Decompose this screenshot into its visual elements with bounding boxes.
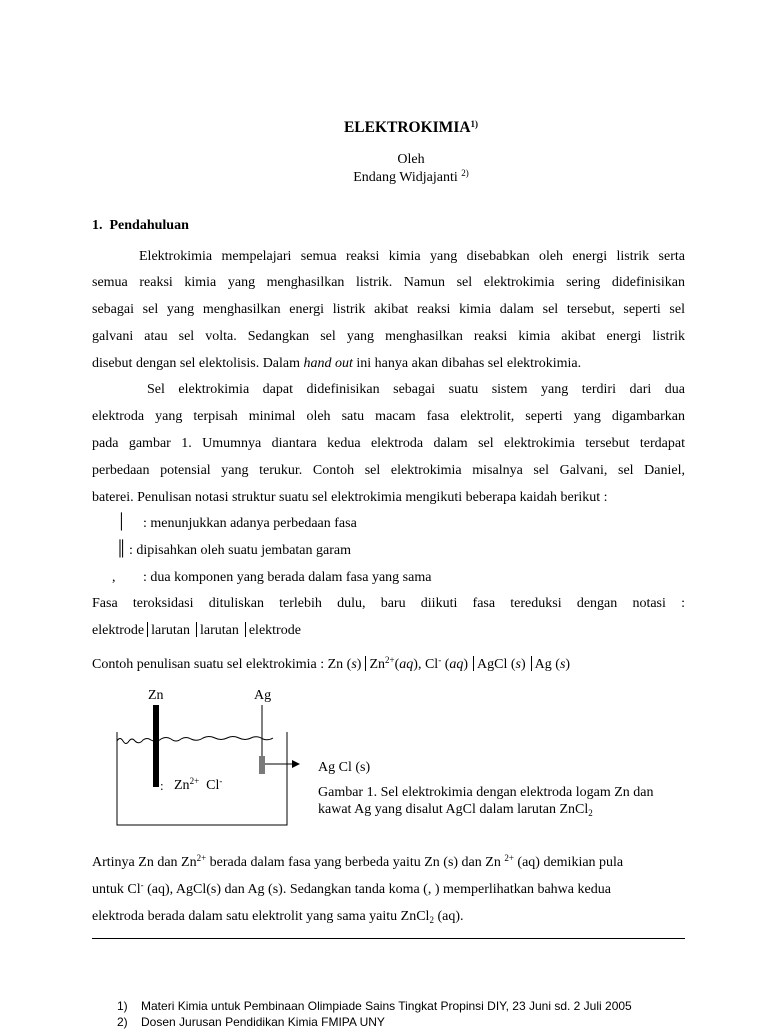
p3-line-1: Artinya Zn dan $Zn^{2+}$ berada dalam fasa yang berbeda yaitu Zn (s) dan Zn $^{2+}$ (aq) demikian pula: [92, 853, 624, 870]
footnote-2: 2) Dosen Jurusan Pendidikan Kimia FMIPA UNY: [117, 1015, 385, 1029]
rule-2-text: : dipisahkan oleh suatu jembatan garam: [129, 543, 351, 558]
section-heading: 1. Pendahuluan: [92, 218, 189, 233]
figure-agcl-label: Ag Cl (s): [318, 760, 371, 775]
footnote-divider: [92, 938, 685, 939]
figure-stray-mark: :: [160, 778, 164, 793]
p1-line-5: disebut dengan sel elektolisis. Dalam hand out ini hanya akan dibahas sel elektrokimia.: [92, 356, 582, 371]
rule-3-symbol: ,: [112, 570, 116, 585]
rule-2-symbol: ║: [116, 541, 127, 557]
p3-line-2: untuk Cl- (aq), AgCl(s) dan Ag (s). Sedangkan tanda koma (, ) memperlihatkan bahwa kedua: [92, 880, 611, 897]
rule-3-text: : dua komponen yang berada dalam fasa yang sama: [143, 570, 432, 585]
p1-line-3: sebagai sel yang menghasilkan energi listrik akibat reaksi kimia dalam sel tersebut, seperti sel: [92, 302, 685, 317]
agcl-coating: [259, 756, 265, 774]
document-title: ELEKTROKIMIA$^{1)}$: [343, 119, 479, 136]
figure-caption: Gambar 1. Sel elektrokimia dengan elektroda logam Zn dan kawat Ag yang disalut AgCl dalam larutan ZnCl$_2$: [318, 785, 654, 818]
rule-1-text: : menunjukkan adanya perbedaan fasa: [143, 516, 357, 531]
footnote-1: 1) Materi Kimia untuk Pembinaan Olimpiade Sains Tingkat Propinsi DIY, 23 Juni sd. 2 Juli 2005: [117, 999, 632, 1013]
arrow-head: [292, 760, 300, 768]
notation-format: elektrode larutan larutan elektrode: [92, 623, 301, 638]
p2-line-2: elektroda yang terpisah minimal oleh satu macam fasa elektrolit, seperti yang digambarkan: [92, 409, 685, 424]
byline-oleh: Oleh: [397, 152, 425, 167]
p2-line-5: baterei. Penulisan notasi struktur suatu sel elektrokimia mengikuti beberapa kaidah berikut :: [92, 490, 608, 505]
figure-label-ag: Ag: [254, 688, 272, 703]
figure-ion-labels: $Zn^{2+}$ Cl-: [174, 776, 223, 793]
p2-line-1: Sel elektrokimia dapat didefinisikan sebagai suatu sistem yang terdiri dari dua: [147, 382, 685, 397]
p1-line-2: semua reaksi kimia yang menghasilkan listrik. Namun sel elektrokimia sering didefinisikan: [92, 275, 685, 290]
p1-line-4: galvani atau sel volta. Sedangkan sel yang menghasilkan reaksi kimia akibat energi listrik: [92, 329, 685, 344]
electrochemical-cell-diagram: [110, 700, 310, 830]
example-notation: Contoh penulisan suatu sel elektrokimia : Zn (s) $Zn^{2+}(aq)$, Cl- (aq) AgCl (s) Ag (s): [92, 655, 571, 672]
rule-1-symbol: │: [116, 514, 127, 530]
p2-line-3: pada gambar 1. Umumnya diantara kedua elektroda dalam sel elektrokimia tersebut terdapat: [92, 436, 685, 451]
zn-electrode: [153, 705, 159, 787]
p3-line-3: elektroda berada dalam satu elektrolit yang sama yaitu ZnCl$_2$ (aq).: [92, 909, 464, 925]
p1-line-1: Elektrokimia mempelajari semua reaksi kimia yang disebabkan oleh energi listrik serta: [139, 249, 685, 264]
p2-line-4: perbedaan potensial yang terukur. Contoh sel elektrokimia misalnya sel Galvani, sel Daniel,: [92, 463, 685, 478]
notation-sentence: Fasa teroksidasi dituliskan terlebih dulu, baru diikuti fasa tereduksi dengan notasi :: [92, 596, 685, 611]
solution-surface: [117, 737, 273, 744]
byline-author: Endang Widjajanti $^{2)}$: [353, 168, 469, 185]
figure-label-zn: Zn: [148, 688, 164, 703]
